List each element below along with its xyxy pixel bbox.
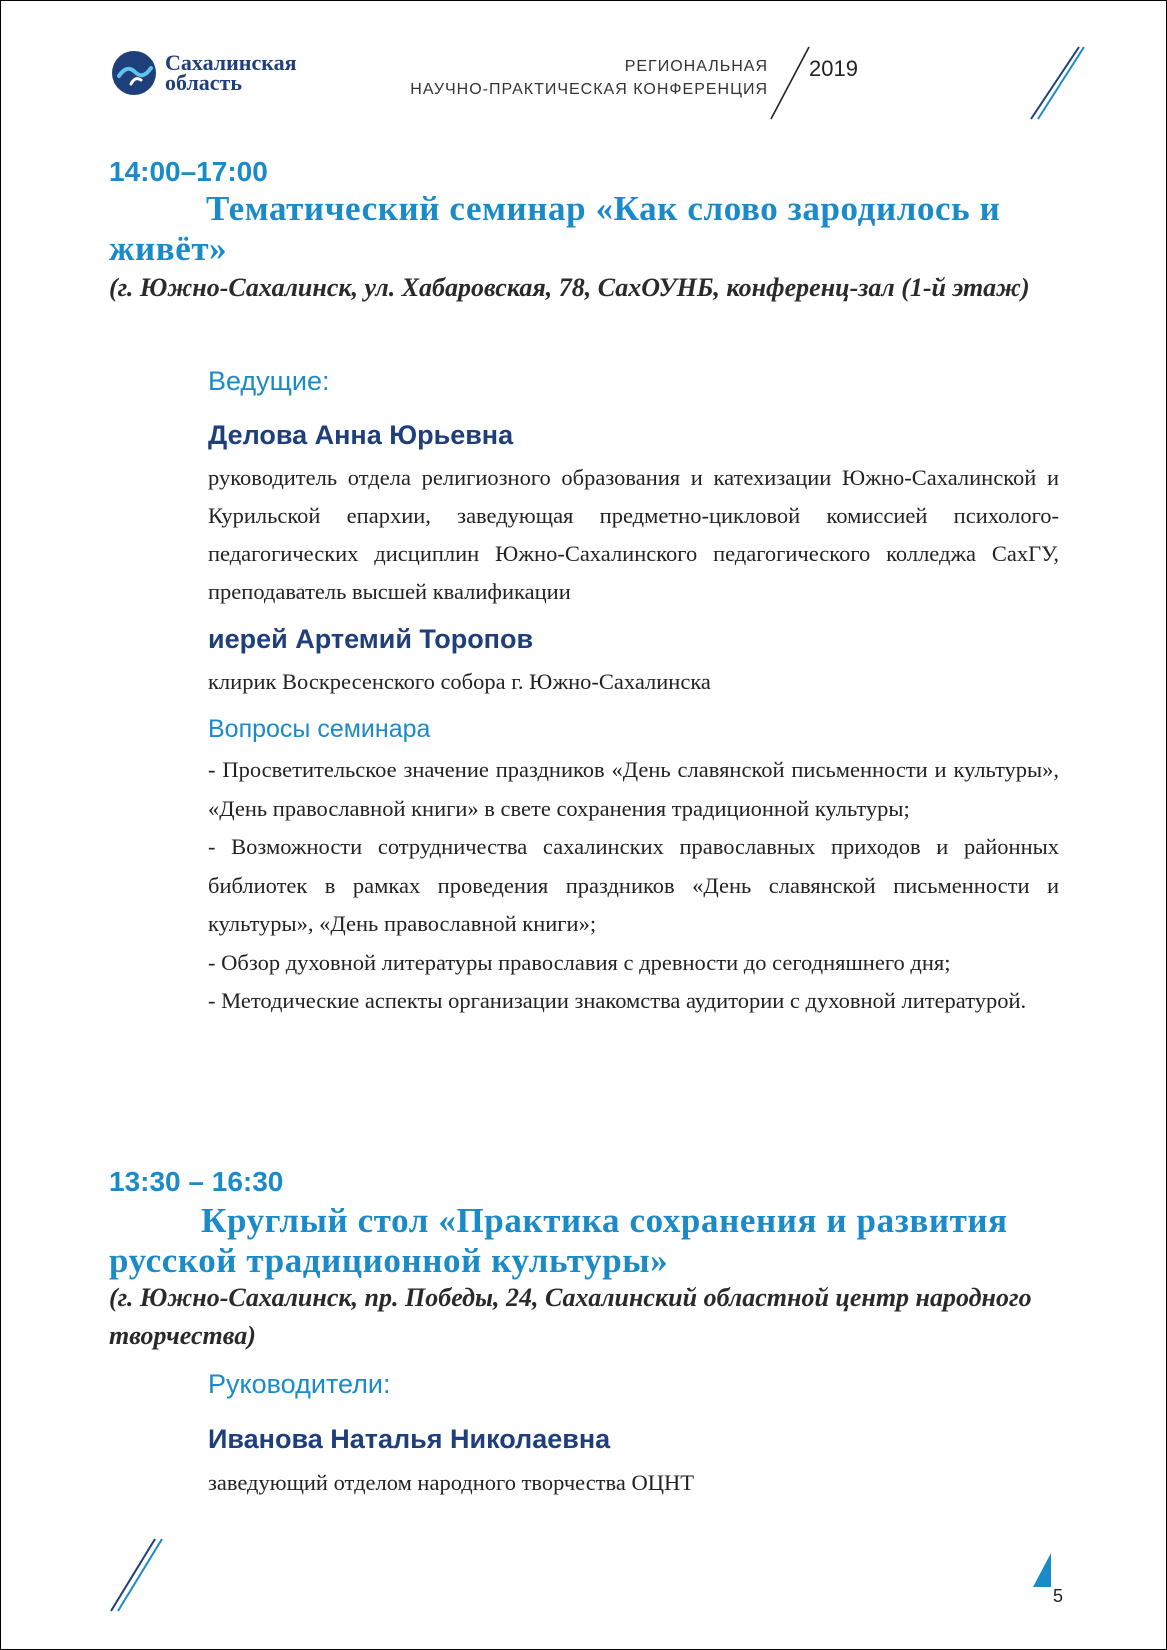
event1-questions-label: Вопросы семинара — [208, 715, 431, 743]
event1-host2-name: иерей Артемий Торопов — [208, 624, 534, 654]
event1-host1-desc: руководитель отдела религиозного образования и катехизации Южно-Сахалинской и Курильской епархии, заведующая предметно-цикловой комиссией психолого-педагогических дисциплин Южно-Сахалинского педагогического колледжа СахГУ, преподаватель высшей квалификации — [208, 465, 1059, 604]
page-number: 5 — [1053, 1586, 1064, 1606]
event2-leader1-desc: заведующий отделом народного творчества ОЦНТ — [208, 1470, 694, 1495]
event1-place: (г. Южно-Сахалинск, ул. Хабаровская, 78, СахОУНБ, конференц-зал (1-й этаж) — [109, 273, 1030, 302]
conference-title-line2: НАУЧНО-ПРАКТИЧЕСКАЯ КОНФЕРЕНЦИЯ — [410, 81, 768, 98]
logo-title-line2: область — [165, 70, 242, 95]
event1-time: 14:00–17:00 — [109, 156, 268, 187]
event2-time: 13:30 – 16:30 — [109, 1166, 284, 1197]
question-item: - Обзор духовной литературы православия с древности до сегодняшнего дня; — [208, 949, 951, 975]
question-item: - Возможности сотрудничества сахалинских православных приходов и районных библиотек в рамках проведения праздников «День славянской письменности и культуры», «День православной книги»; — [208, 834, 1059, 936]
footer-decor-lines — [109, 1537, 165, 1613]
event2-title: Круглый стол «Практика сохранения и развития русской традиционной культуры» — [109, 1201, 1008, 1280]
event1-questions-list — [208, 751, 1059, 1021]
event1-host2-desc: клирик Воскресенского собора г. Южно-Сахалинска — [208, 669, 711, 694]
conference-title — [410, 55, 768, 101]
event1-title: Тематический семинар «Как слово зародилось и живёт» — [109, 189, 1001, 268]
conference-title-line1: РЕГИОНАЛЬНАЯ — [624, 58, 768, 75]
question-item: - Просветительское значение праздников «День славянской письменности и культуры», «День православной книги» в свете сохранения традиционной культуры; — [208, 757, 1059, 821]
header-decor-lines — [1029, 45, 1085, 121]
logo-title-line1: Сахалинская — [165, 50, 297, 75]
event2-leader1-name: Иванова Наталья Николаевна — [208, 1424, 611, 1454]
event1-hosts-label: Ведущие: — [208, 366, 330, 396]
event2-place: (г. Южно-Сахалинск, пр. Победы, 24, Сахалинский областной центр народного творчества) — [109, 1283, 1032, 1350]
conference-year: 2019 — [809, 56, 858, 81]
page-corner-triangle-icon — [1031, 1551, 1053, 1589]
header-slash-divider — [769, 45, 811, 121]
event1-host1-name: Делова Анна Юрьевна — [208, 420, 514, 450]
question-item: - Методические аспекты организации знакомства аудитории с духовной литературой. — [208, 988, 1027, 1013]
sakhalin-emblem-icon — [111, 50, 157, 96]
sakhalin-logo — [111, 49, 297, 97]
event2-leaders-label: Руководители: — [208, 1369, 391, 1399]
